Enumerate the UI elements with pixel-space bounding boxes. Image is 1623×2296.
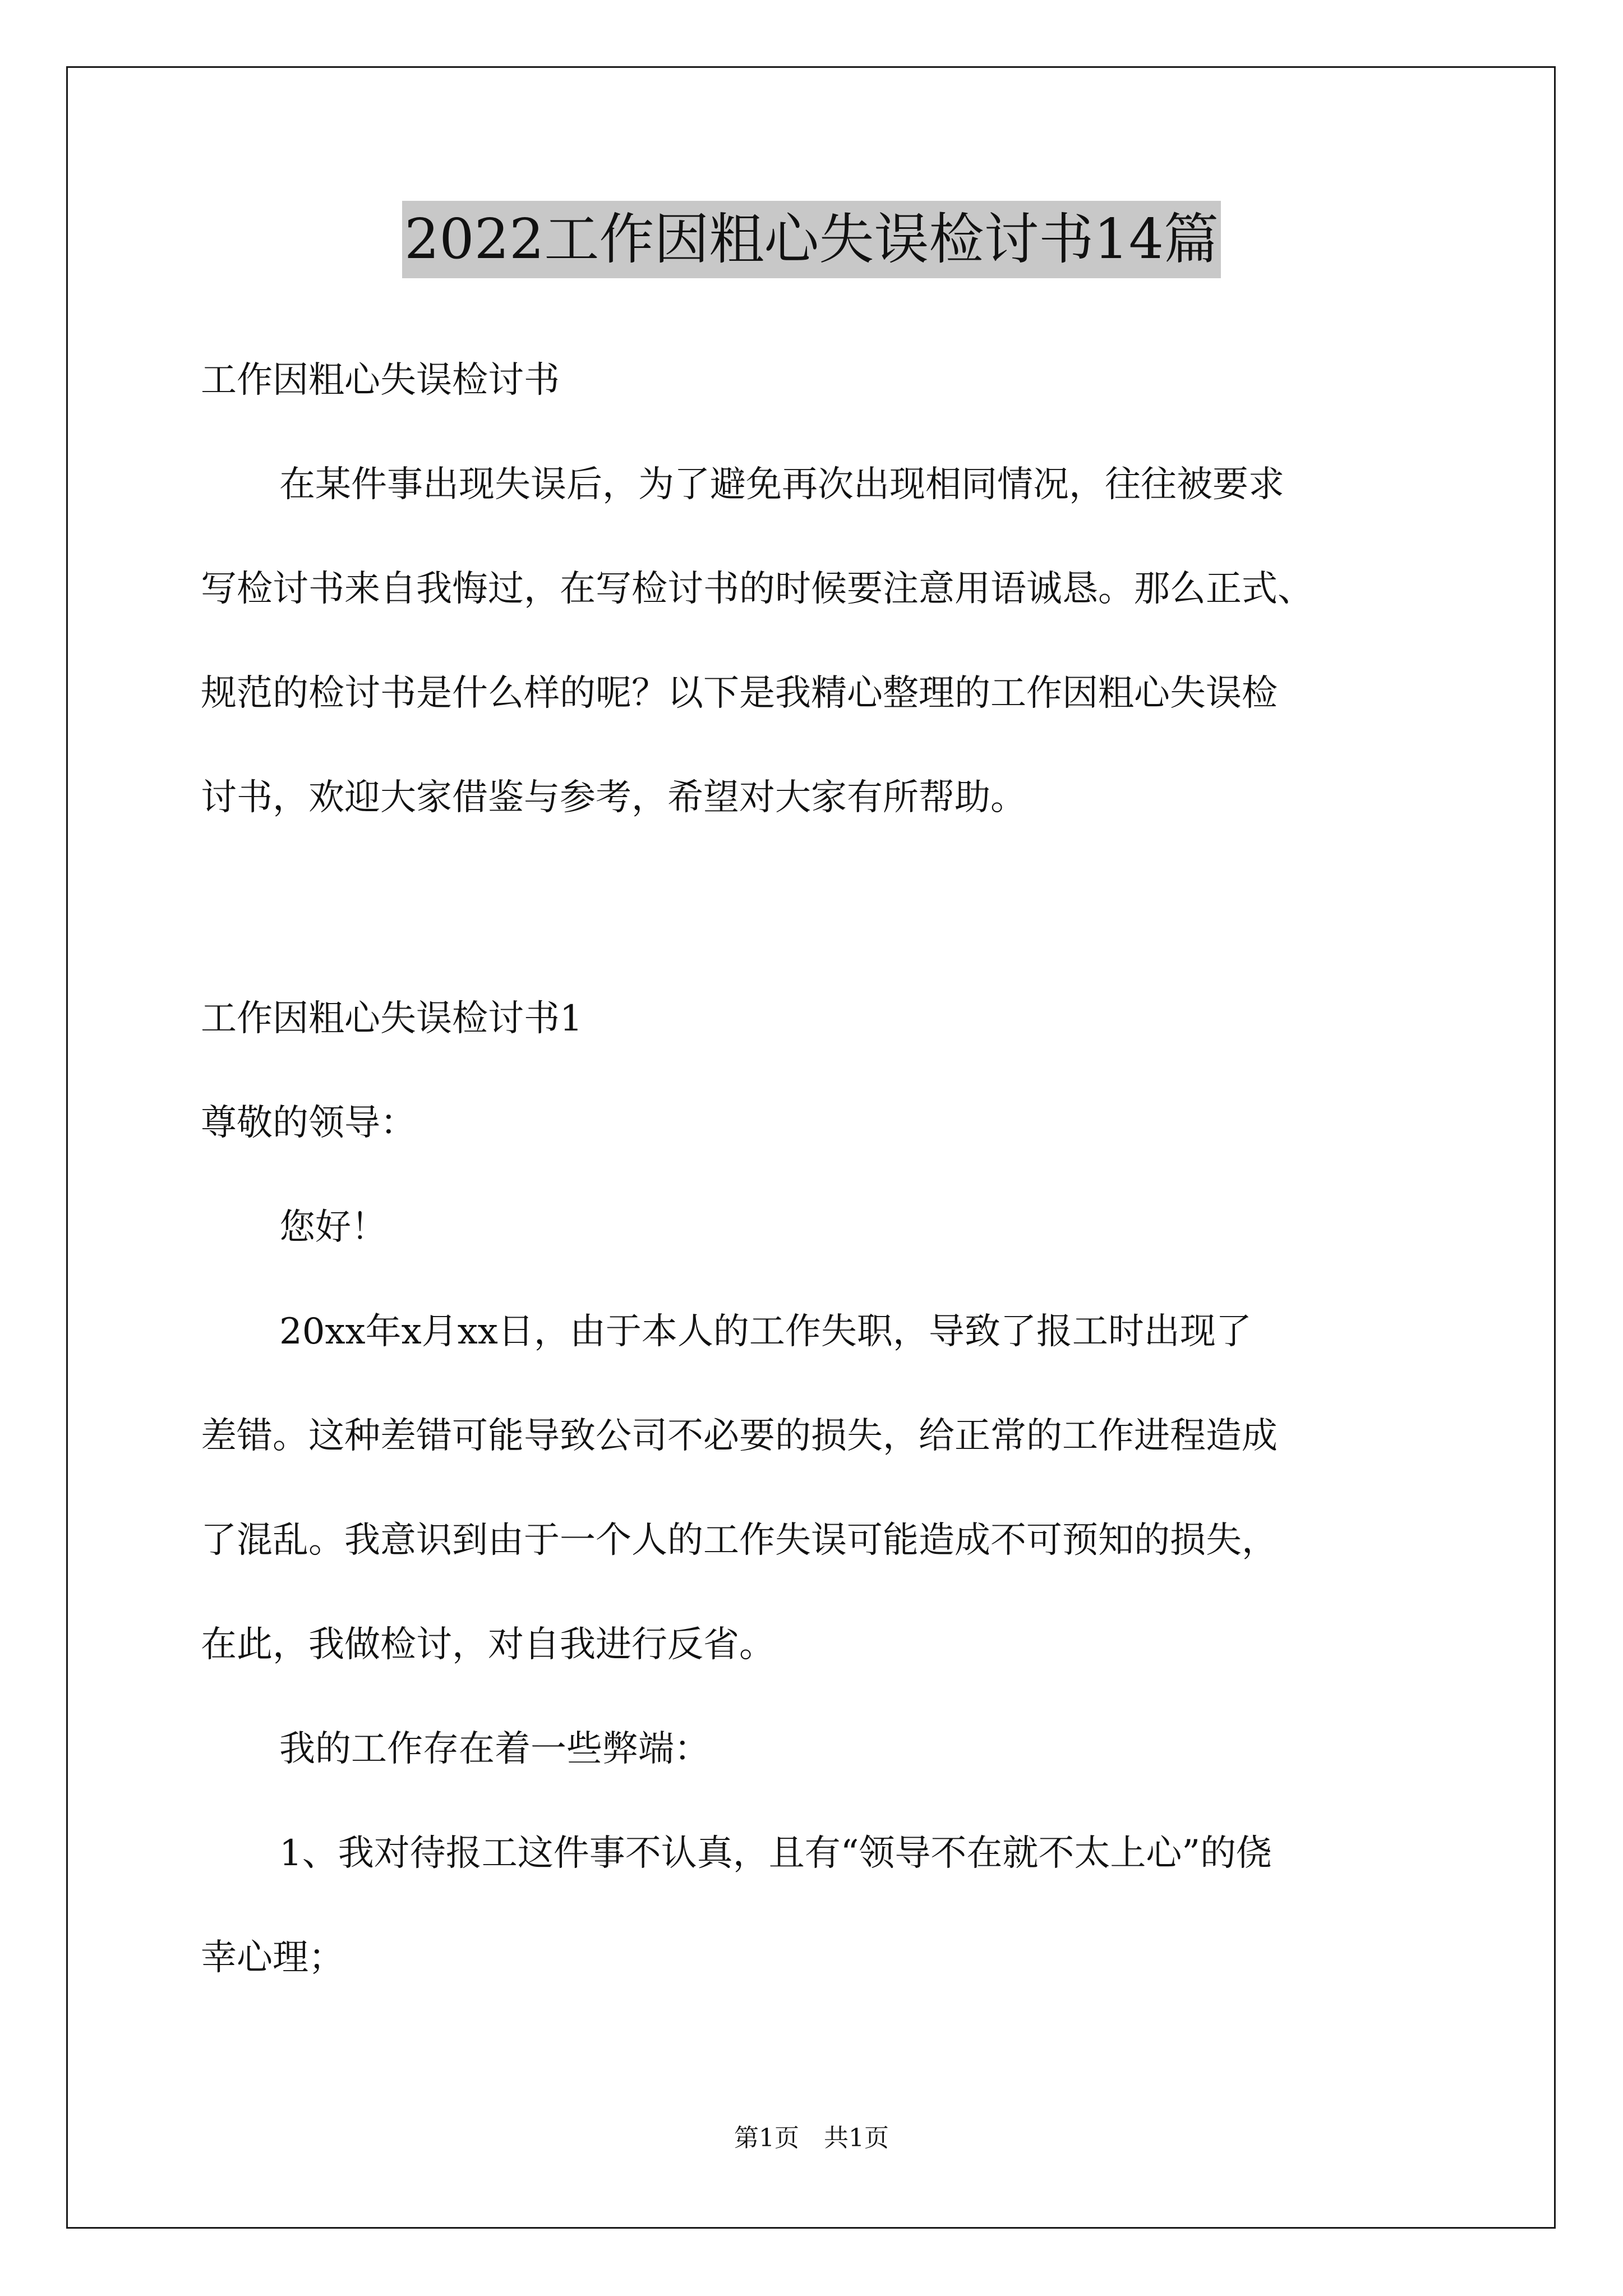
- list-item-line: 幸心理；: [201, 1937, 344, 1978]
- section-heading-1: 工作因粗心失误检讨书1: [201, 998, 583, 1039]
- intro-paragraph-line: 在某件事出现失误后，为了避免再次出现相同情况，往往被要求: [279, 464, 1284, 505]
- document-title: 2022工作因粗心失误检讨书14篇: [402, 201, 1221, 278]
- body-paragraph-line: 差错。这种差错可能导致公司不必要的损失，给正常的工作进程造成: [201, 1415, 1278, 1457]
- intro-paragraph-line: 写检讨书来自我悔过，在写检讨书的时候要注意用语诚恳。那么正式、: [201, 568, 1313, 610]
- body-paragraph-line: 20xx年x月xx日，由于本人的工作失职，导致了报工时出现了: [279, 1311, 1252, 1352]
- list-item-line: 1、我对待报工这件事不认真，且有“领导不在就不太上心”的侥: [279, 1833, 1272, 1874]
- salutation: 尊敬的领导：: [201, 1102, 416, 1144]
- body-paragraph-line: 在此，我做检讨，对自我进行反省。: [201, 1624, 775, 1665]
- body-paragraph-line: 我的工作存在着一些弊端：: [279, 1728, 710, 1770]
- greeting: 您好！: [279, 1207, 387, 1248]
- section-heading-intro: 工作因粗心失误检讨书: [201, 360, 560, 401]
- intro-paragraph-line: 规范的检讨书是什么样的呢？以下是我精心整理的工作因粗心失误检: [201, 673, 1278, 714]
- page-footer: 第1页 共1页: [734, 2124, 889, 2152]
- title-container: [0, 201, 1623, 278]
- intro-paragraph-line: 讨书，欢迎大家借鉴与参考，希望对大家有所帮助。: [201, 777, 1026, 818]
- body-paragraph-line: 了混乱。我意识到由于一个人的工作失误可能造成不可预知的损失，: [201, 1520, 1278, 1561]
